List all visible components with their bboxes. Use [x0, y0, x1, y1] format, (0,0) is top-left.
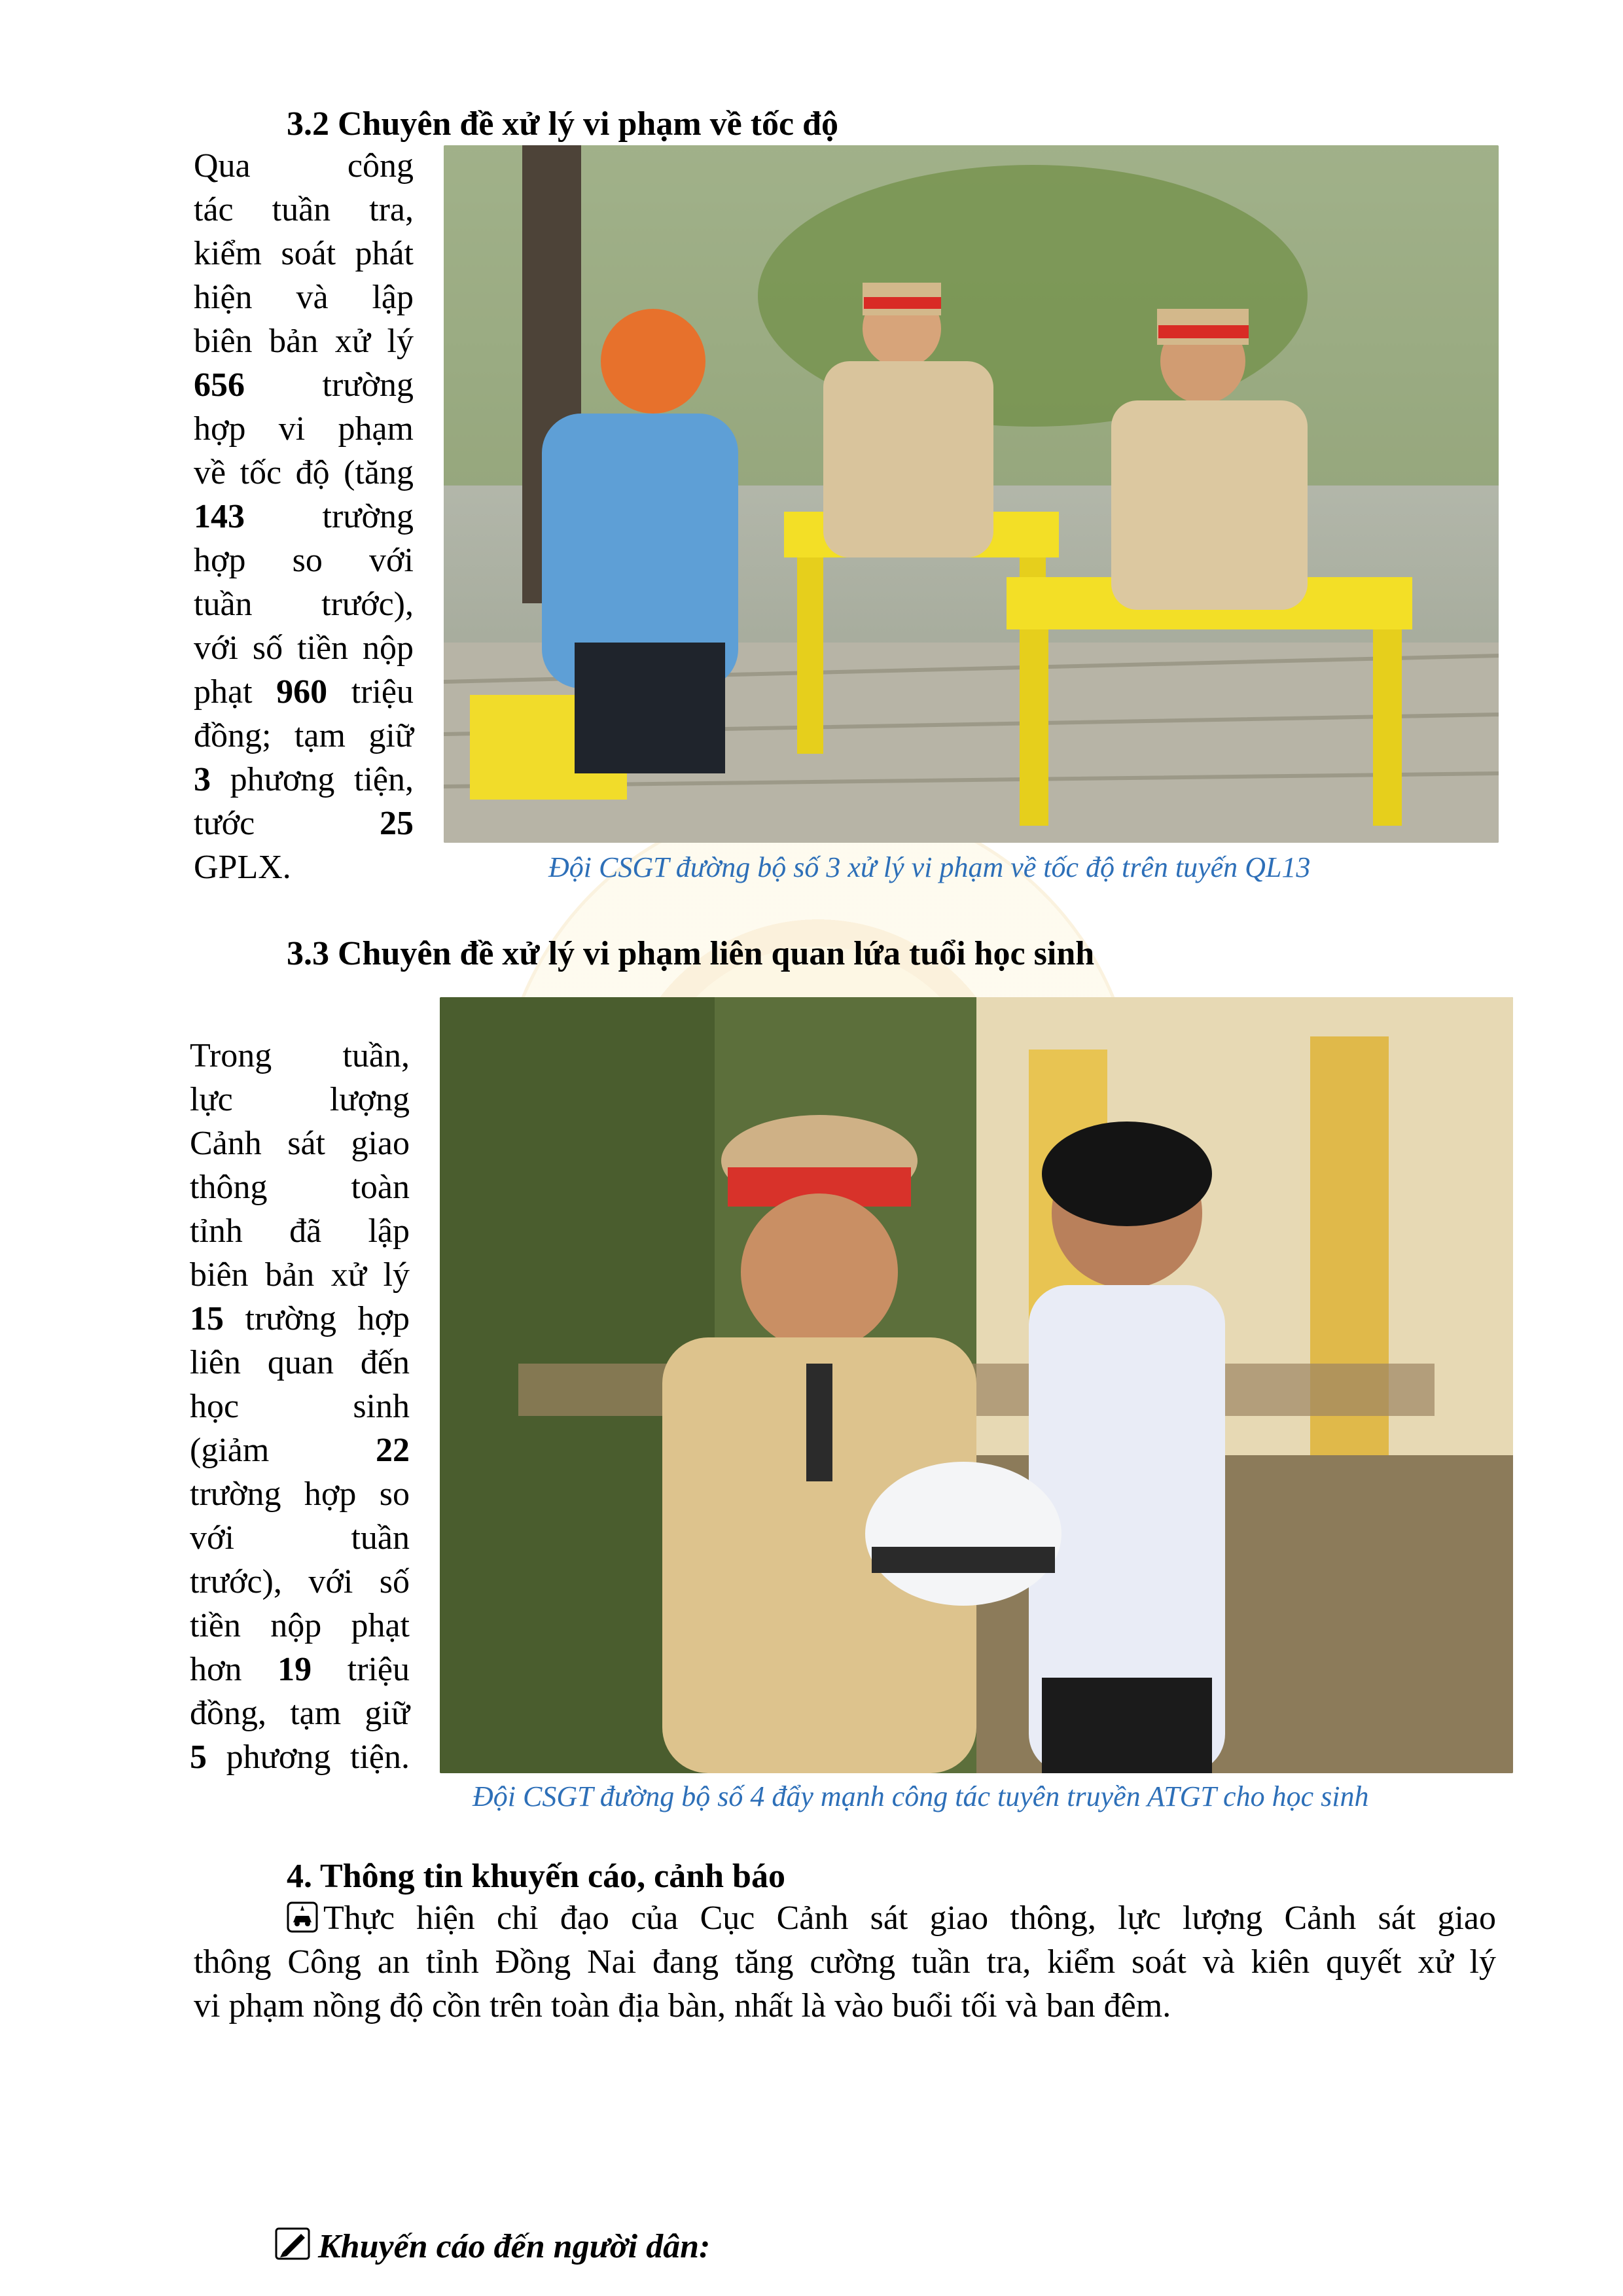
text-fragment: hơn — [190, 1651, 278, 1688]
text-line — [190, 1078, 410, 1122]
text-fragment: liên quan đến — [190, 1344, 410, 1381]
text-fragment: phương tiện. — [207, 1739, 410, 1776]
section-4-line-1: Thực hiện chỉ đạo của Cục Cảnh sát giao thông, lực lượng Cảnh sát giao — [194, 1896, 1496, 1940]
stat-number: 25 — [380, 805, 414, 842]
text-fragment: (giảm — [190, 1432, 376, 1469]
text-line — [194, 188, 414, 232]
text-fragment: Qua công — [194, 147, 414, 185]
text-fragment: phương tiện, — [211, 761, 414, 798]
text-fragment: trường — [245, 366, 414, 404]
section-4-line-3: vi phạm nồng độ cồn trên toàn địa bàn, nhất là vào buổi tối và ban đêm. — [194, 1987, 1171, 2024]
section-3-2-title: 3.2 Chuyên đề xử lý vi phạm về tốc độ — [287, 105, 839, 143]
text-fragment: học sinh — [190, 1388, 410, 1425]
text-line — [194, 232, 414, 275]
text-line — [190, 1472, 410, 1516]
caption-speed-check: Đội CSGT đường bộ số 3 xử lý vi phạm về tốc độ trên tuyến QL13 — [548, 851, 1311, 883]
text-fragment: phạt — [194, 673, 277, 711]
text-fragment: tuần trước), — [194, 586, 414, 623]
text-line — [194, 714, 414, 758]
text-fragment: triệu — [327, 673, 414, 711]
section-4-title: 4. Thông tin khuyến cáo, cảnh báo — [287, 1858, 785, 1895]
text-fragment: tỉnh đã lập — [190, 1212, 410, 1250]
stat-number: 143 — [194, 498, 245, 535]
text-fragment: biên bản xử lý — [194, 323, 414, 360]
text-line — [190, 1516, 410, 1560]
photo-school-outreach — [440, 997, 1513, 1773]
text-line — [194, 451, 414, 495]
text-line — [190, 1253, 410, 1297]
text-fragment: trường — [245, 498, 414, 535]
text-fragment: tước — [194, 805, 380, 842]
photo-speed-check — [444, 145, 1499, 843]
text-line — [190, 1122, 410, 1165]
section-3-3-title: 3.3 Chuyên đề xử lý vi phạm liên quan lứa tuổi học sinh — [287, 935, 1095, 972]
stat-number: 656 — [194, 366, 245, 404]
text-line — [194, 758, 414, 802]
text-line — [194, 407, 414, 451]
text-fragment: hợp so với — [194, 542, 414, 579]
text-line — [190, 1165, 410, 1209]
text-line — [194, 802, 414, 845]
text-fragment: hợp vi phạm — [194, 410, 414, 448]
text-fragment: lực lượng — [190, 1081, 410, 1118]
text-line — [190, 1385, 410, 1428]
stat-number: 15 — [190, 1300, 224, 1337]
text-line — [194, 626, 414, 670]
text-fragment: trước), với số — [190, 1563, 410, 1600]
text-fragment: Cảnh sát giao — [190, 1125, 410, 1162]
section-4-line-2: thông Công an tỉnh Đồng Nai đang tăng cường tuần tra, kiểm soát và kiên quyết xử lý — [194, 1943, 1496, 1981]
footer-heading-text: Khuyến cáo đến người dân: — [318, 2228, 711, 2265]
text-fragment: với số tiền nộp — [194, 629, 414, 667]
text-line — [190, 1560, 410, 1604]
text-line — [194, 670, 414, 714]
text-line — [190, 1648, 410, 1691]
stat-number: 22 — [376, 1432, 410, 1469]
text-fragment: đồng, tạm giữ — [190, 1695, 410, 1732]
text-line — [194, 539, 414, 582]
text-fragment: GPLX. — [194, 849, 291, 886]
text-line — [194, 144, 414, 188]
text-fragment: về tốc độ (tăng — [194, 454, 414, 491]
text-line — [190, 1604, 410, 1648]
text-fragment: tác tuần tra, — [194, 191, 414, 228]
car-crash-icon — [287, 1901, 318, 1933]
pen-writing-icon — [275, 2226, 313, 2261]
stat-number: 960 — [276, 673, 328, 711]
text-line — [190, 1691, 410, 1735]
section-4-paragraph — [194, 1896, 1496, 2028]
text-fragment: triệu — [312, 1651, 410, 1688]
text-fragment: tiền nộp phạt — [190, 1607, 410, 1644]
text-line — [190, 1341, 410, 1385]
text-fragment: biên bản xử lý — [190, 1256, 410, 1294]
text-line — [190, 1034, 410, 1078]
photo-school-outreach-illustration — [440, 997, 1513, 1773]
text-line — [194, 275, 414, 319]
text-line — [190, 1297, 410, 1341]
text-line — [194, 363, 414, 407]
text-fragment: trường hợp so — [190, 1475, 410, 1513]
text-line — [190, 1428, 410, 1472]
text-fragment: thông toàn — [190, 1169, 410, 1206]
section-3-2-text — [194, 144, 414, 889]
caption-school-outreach: Đội CSGT đường bộ số 4 đẩy mạnh công tác tuyên truyền ATGT cho học sinh — [473, 1780, 1369, 1812]
stat-number: 19 — [277, 1651, 312, 1688]
text-fragment: kiểm soát phát — [194, 235, 414, 272]
stat-number: 5 — [190, 1739, 207, 1776]
text-fragment: hiện và lập — [194, 279, 414, 316]
text-fragment: trường hợp — [224, 1300, 410, 1337]
text-line — [194, 495, 414, 539]
text-fragment: với tuần — [190, 1519, 410, 1557]
stat-number: 3 — [194, 761, 211, 798]
text-fragment: Trong tuần, — [190, 1037, 410, 1074]
text-line — [190, 1735, 410, 1779]
text-line — [194, 582, 414, 626]
text-line — [190, 1209, 410, 1253]
photo-speed-check-illustration — [444, 145, 1499, 843]
text-line — [194, 845, 414, 889]
text-line — [194, 319, 414, 363]
section-3-3-text — [190, 1034, 410, 1779]
text-fragment: đồng; tạm giữ — [194, 717, 414, 754]
footer-heading — [275, 2226, 710, 2268]
